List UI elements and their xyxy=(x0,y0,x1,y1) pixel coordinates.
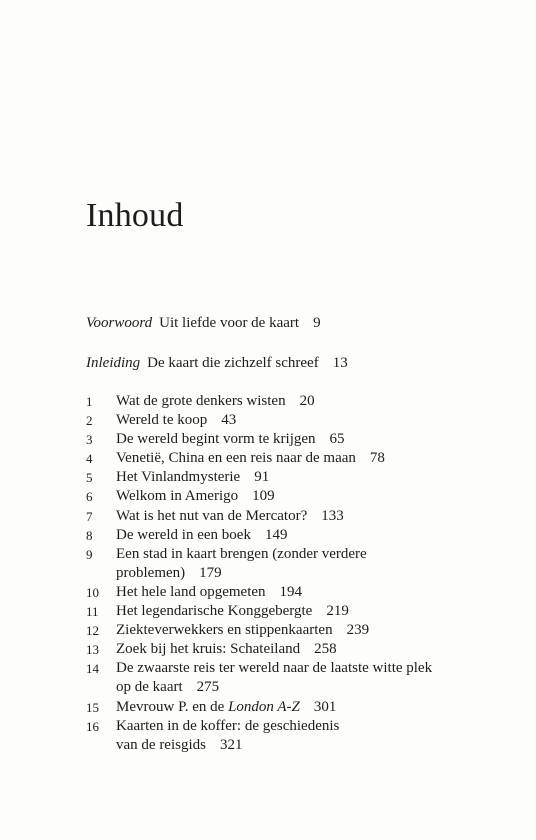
chapter-page: 258 xyxy=(314,641,337,658)
foreword-label: Voorwoord xyxy=(86,315,153,331)
chapter-page: 20 xyxy=(299,393,315,409)
foreword-page: 9 xyxy=(313,315,321,331)
chapter-page: 65 xyxy=(329,431,345,448)
chapter-entry xyxy=(86,526,506,545)
chapter-page: 179 xyxy=(199,564,222,581)
chapter-number: 8 xyxy=(86,527,93,543)
chapter-entry xyxy=(86,698,506,717)
chapter-title: Welkom in Amerigo xyxy=(116,488,239,505)
chapter-entry xyxy=(86,449,506,468)
chapter-entry xyxy=(86,583,506,602)
page-title: Inhoud xyxy=(86,197,184,234)
chapter-page: 109 xyxy=(252,488,275,505)
chapter-page: 133 xyxy=(321,507,344,524)
chapter-number: 1 xyxy=(86,394,93,409)
chapter-number: 4 xyxy=(86,451,93,467)
introduction-label: Inleiding xyxy=(86,355,141,371)
chapter-title: Ziekteverwekkers en stippenkaarten xyxy=(116,622,333,639)
chapter-entry xyxy=(86,659,506,697)
chapter-page: 275 xyxy=(196,679,220,696)
chapter-title: Zoek bij het kruis: Schateiland xyxy=(116,641,301,658)
chapter-number: 3 xyxy=(86,432,93,448)
toc-entry-introduction xyxy=(86,354,348,373)
chapter-page: 194 xyxy=(279,583,303,600)
chapter-page: 78 xyxy=(369,450,385,467)
chapter-number: 16 xyxy=(86,718,99,734)
chapter-list xyxy=(86,392,506,755)
chapter-entry xyxy=(86,487,506,506)
chapter-number: 10 xyxy=(86,584,99,600)
chapter-title: Het legendarische Konggebergte xyxy=(116,603,313,620)
chapter-title-line-1: Een stad in kaart brengen (zonder verdere xyxy=(116,545,367,562)
chapter-title: Mevrouw P. en de xyxy=(116,698,225,715)
chapter-number: 15 xyxy=(86,699,99,715)
chapter-entry xyxy=(86,411,506,430)
foreword-title: Uit liefde voor de kaart xyxy=(159,315,300,331)
chapter-title: Het Vinlandmysterie xyxy=(116,469,241,486)
chapter-number: 12 xyxy=(86,623,99,639)
chapter-entry xyxy=(86,430,506,449)
chapter-page: 321 xyxy=(219,736,243,753)
chapter-number: 11 xyxy=(86,604,99,620)
chapter-title: De wereld begint vorm te krijgen xyxy=(116,431,316,448)
toc-entry-foreword xyxy=(86,314,321,333)
chapter-page: 149 xyxy=(264,526,288,543)
chapter-entry xyxy=(86,392,506,411)
chapter-entry xyxy=(86,640,506,659)
chapter-entry xyxy=(86,621,506,640)
chapter-page: 301 xyxy=(313,698,337,715)
chapter-number: 14 xyxy=(86,661,99,677)
chapter-page: 91 xyxy=(254,469,270,486)
chapter-title-line-2: problemen) xyxy=(116,564,186,581)
chapter-number: 2 xyxy=(86,413,93,429)
chapter-title-line-1: De zwaarste reis ter wereld naar de laatste witte plek xyxy=(116,660,433,677)
chapter-title: Wat is het nut van de Mercator? xyxy=(116,507,308,524)
chapter-number: 6 xyxy=(86,489,93,505)
chapter-number: 13 xyxy=(86,642,99,658)
chapter-number: 5 xyxy=(86,470,93,486)
chapter-entry xyxy=(86,545,506,583)
chapter-title: Wat de grote denkers wisten xyxy=(116,393,286,409)
chapter-number: 9 xyxy=(86,546,93,562)
chapter-title-line-1: Kaarten in de koffer: de geschiedenis xyxy=(116,717,340,734)
chapter-number: 7 xyxy=(86,508,93,524)
chapter-entry xyxy=(86,468,506,487)
chapter-title: Venetië, China en een reis naar de maan xyxy=(116,450,356,467)
chapter-page: 43 xyxy=(221,412,237,429)
chapter-entry xyxy=(86,717,506,755)
chapter-page: 219 xyxy=(326,603,349,620)
chapter-page: 239 xyxy=(346,622,370,639)
chapter-title: De wereld in een boek xyxy=(116,526,251,543)
introduction-page: 13 xyxy=(332,355,348,371)
chapter-title: Wereld te koop xyxy=(116,412,208,429)
chapter-title-line-2: op de kaart xyxy=(116,679,183,696)
chapter-title-line-2: van de reisgids xyxy=(116,736,206,753)
chapter-title: Het hele land opgemeten xyxy=(116,583,266,600)
chapter-title-italic: London A-Z xyxy=(228,698,300,715)
introduction-title: De kaart die zichzelf schreef xyxy=(147,355,319,371)
chapter-entry xyxy=(86,507,506,526)
chapter-entry xyxy=(86,602,506,621)
